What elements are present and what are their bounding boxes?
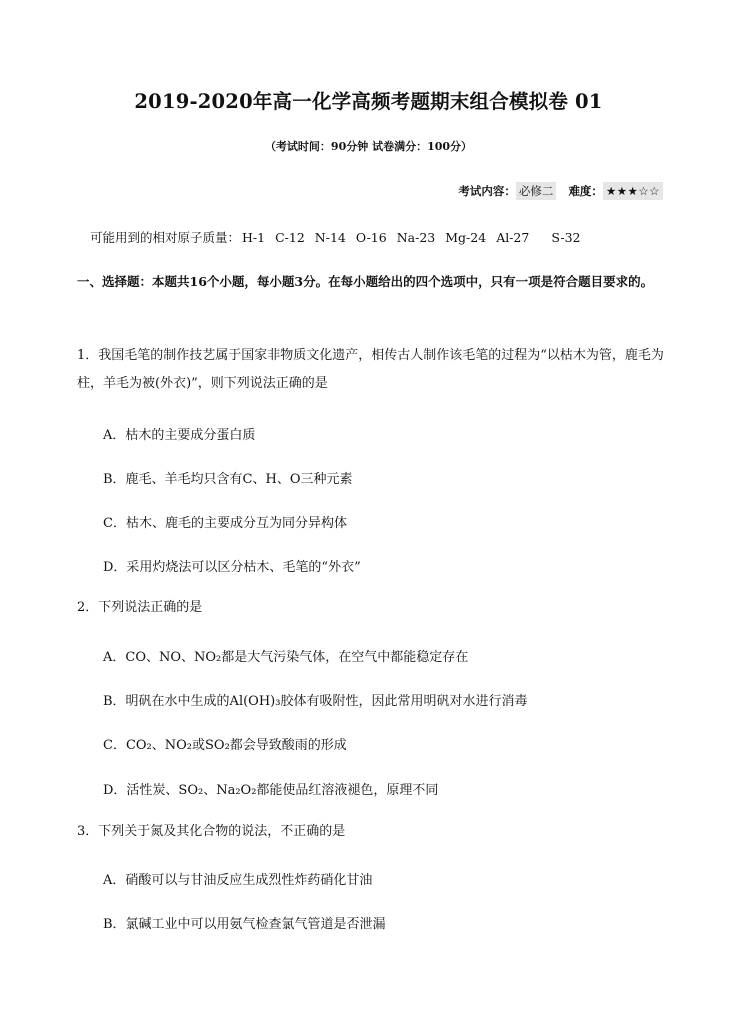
question-1-option-c: C．枯木、鹿毛的主要成分互为同分异构体 (103, 516, 347, 531)
atomic-mass-item: Mg-24 (445, 230, 487, 245)
exam-title: 2019-2020年高一化学高频考题期末组合模拟卷 01 (134, 90, 603, 113)
question-1-stem: 1．我国毛笔的制作技艺属于国家非物质文化遗产，相传古人制作该毛笔的过程为“以枯木为管，鹿毛为柱，羊毛为被(外衣)”，则下列说法正确的是 (77, 348, 664, 391)
question-1-option-d: D．采用灼烧法可以区分枯木、毛笔的“外衣” (103, 560, 361, 575)
question-3-option-a: A．硝酸可以与甘油反应生成烈性炸药硝化甘油 (103, 873, 373, 888)
question-2-option-a: A．CO、NO、NO₂都是大气污染气体，在空气中都能稳定存在 (103, 650, 469, 665)
question-1-option-b: B．鹿毛、羊毛均只含有C、H、O三种元素 (103, 472, 353, 487)
content-label: 考试内容： (458, 184, 516, 198)
exam-subtitle: （考试时间：90分钟 试卷满分：100分） (264, 140, 473, 153)
atomic-mass-line (90, 228, 591, 246)
difficulty-stars: ★★★☆☆ (603, 182, 663, 200)
question-3-stem: 3．下列关于氮及其化合物的说法，不正确的是 (77, 824, 346, 839)
question-2-option-c: C．CO₂、NO₂或SO₂都会导致酸雨的形成 (103, 738, 347, 753)
atomic-mass-item: N-14 (314, 230, 346, 245)
atomic-mass-item: Na-23 (396, 230, 436, 245)
question-2-stem: 2．下列说法正确的是 (77, 600, 203, 615)
question-2-option-b: B．明矾在水中生成的Al(OH)₃胶体有吸附性，因此常用明矾对水进行消毒 (103, 694, 528, 709)
atomic-mass-item: H-1 (242, 230, 266, 245)
difficulty-label: 难度： (568, 184, 603, 198)
atomic-mass-item: Al-27 (496, 230, 530, 245)
section-heading: 一、选择题：本题共16个小题，每小题3分。在每小题给出的四个选项中，只有一项是符合题目要求的。 (77, 274, 654, 289)
content-value: 必修二 (516, 182, 557, 200)
question-2-option-d: D．活性炭、SO₂、Na₂O₂都能使品红溶液褪色，原理不同 (103, 783, 439, 798)
question-3-option-b: B．氯碱工业中可以用氨气检查氯气管道是否泄漏 (103, 917, 386, 932)
atomic-label: 可能用到的相对原子质量： (90, 230, 241, 245)
atomic-mass-item: O-16 (355, 230, 387, 245)
atomic-mass-item: S-32 (551, 230, 581, 245)
question-1-option-a: A．枯木的主要成分蛋白质 (103, 428, 256, 443)
exam-meta (458, 183, 663, 199)
atomic-mass-item: C-12 (275, 230, 305, 245)
